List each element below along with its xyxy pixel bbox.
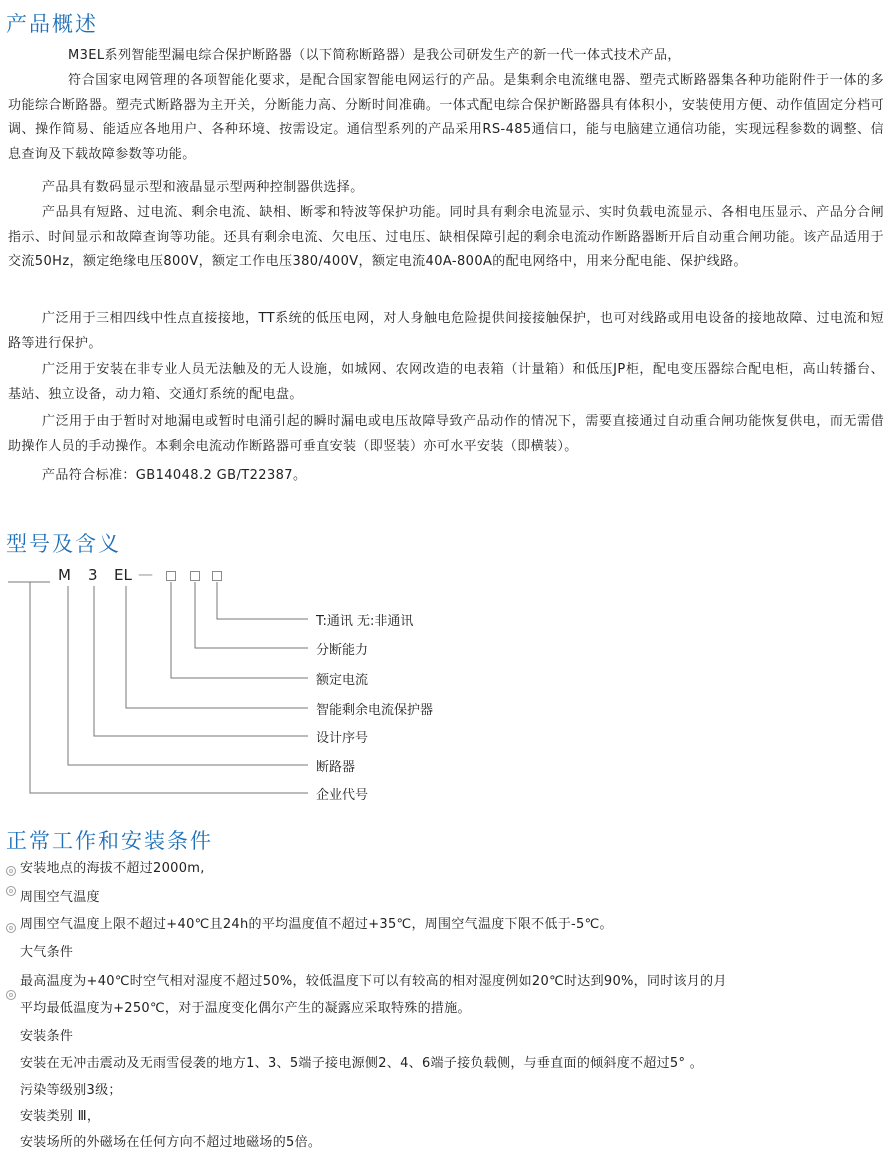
- condition-humidity-line-2: 平均最低温度为+250℃，对于温度变化偶尔产生的凝露应采取特殊的措施。: [20, 1001, 471, 1016]
- code-box-3: [212, 571, 222, 581]
- condition-pollution: 污染等级别3级；: [20, 1083, 122, 1098]
- condition-install: 安装在无冲击震动及无雨雪侵袭的地方1、3、5端子接电源侧2、4、6端子接负载侧，与垂直面的倾斜度不超过5° 。: [20, 1056, 704, 1071]
- overview-paragraph-7: 广泛用于由于暂时对地漏电或暂时电涌引起的瞬时漏电或电压故障导致产品动作的情况下，需要直接通过自动重合闸功能恢复供电，而无需借助操作人员的手动操作。本剩余电流动作断路器可垂直安装（即竖装）亦可水平安装（即横装）。: [8, 414, 884, 454]
- condition-install-heading: 安装条件: [20, 1029, 74, 1044]
- code-3: 3: [88, 566, 98, 584]
- overview-paragraph-1: M3EL系列智能型漏电综合保护断路器（以下简称断路器）是我公司研发生产的新一代一体式技术产品，: [68, 48, 681, 63]
- leader-line-rated-current: [171, 582, 308, 678]
- label-rated-current: 额定电流: [316, 673, 369, 688]
- condition-category: 安装类别 Ⅲ，: [20, 1109, 101, 1124]
- code-box-1: [166, 571, 176, 581]
- condition-altitude: 安装地点的海拔不超过2000m,: [20, 861, 205, 876]
- leader-line-breaker: [68, 586, 308, 765]
- leader-line-comm: [217, 582, 308, 619]
- leader-line-breaking-capacity: [195, 582, 308, 648]
- overview-paragraph-6: 广泛用于安装在非专业人员无法触及的无人设施，如城网、农网改造的电表箱（计量箱）和低压JP柜，配电变压器综合配电柜，高山转播台、基站、独立设备，动力箱、交通灯系统的配电盘。: [8, 362, 884, 402]
- bullet-icon: [6, 866, 16, 876]
- label-breaker: 断路器: [316, 760, 356, 775]
- code-el: EL: [114, 566, 132, 584]
- label-comm: T:通讯 无:非通讯: [316, 614, 414, 629]
- conditions-title: 正常工作和安装条件: [6, 829, 213, 853]
- label-enterprise: 企业代号: [316, 788, 369, 803]
- model-designation-diagram: [0, 560, 890, 810]
- condition-ambient-temp-heading: 周围空气温度: [20, 890, 100, 905]
- code-dash: —: [138, 565, 153, 583]
- label-breaking-capacity: 分断能力: [316, 643, 369, 658]
- leader-line-enterprise: [30, 582, 308, 793]
- overview-paragraph-5: 广泛用于三相四线中性点直接接地，TT系统的低压电网，对人身触电危险提供间接接触保护，也可对线路或用电设备的接地故障、过电流和短路等进行保护。: [8, 311, 884, 351]
- condition-humidity-line-1: 最高温度为+40℃时空气相对湿度不超过50%，较低温度下可以有较高的相对湿度例如20℃时达到90%，同时该月的月: [20, 974, 727, 989]
- condition-magnetic: 安装场所的外磁场在任何方向不超过地磁场的5倍。: [20, 1135, 322, 1150]
- bullet-icon: [6, 886, 16, 896]
- bullet-icon: [6, 923, 16, 933]
- overview-paragraph-3: 产品具有数码显示型和液晶显示型两种控制器供选择。: [42, 180, 364, 195]
- condition-atmosphere-heading: 大气条件: [20, 945, 74, 960]
- condition-ambient-temp: 周围空气温度上限不超过+40℃且24h的平均温度值不超过+35℃，周围空气温度下限不低于-5℃。: [20, 917, 613, 932]
- label-smart-rcd: 智能剩余电流保护器: [316, 703, 434, 718]
- code-box-2: [190, 571, 200, 581]
- designation-lines: [0, 560, 890, 810]
- label-design-seq: 设计序号: [316, 731, 369, 746]
- overview-paragraph-4: 产品具有短路、过电流、剩余电流、缺相、断零和特波等保护功能。同时具有剩余电流显示、实时负载电流显示、各相电压显示、产品分合闸指示、时间显示和故障查询等功能。还具有剩余电流、欠电压、过电压、缺相保障引起的剩余电流动作断路器断开后自动重合闸功能。该产品适用于交流50Hz，额定绝缘电压800V，额定工作电压380/400V，额定电流40A-800A的配电网络中，用来分配电能、保护线路。: [8, 205, 884, 269]
- overview-title: 产品概述: [6, 12, 98, 36]
- overview-paragraph-2: 符合国家电网管理的各项智能化要求，是配合国家智能电网运行的产品。是集剩余电流继电器、塑壳式断路器集各种功能附件于一体的多功能综合断路器。塑壳式断路器为主开关，分断能力高、分断时间准确。一体式配电综合保护断路器具有体积小，安装使用方便、动作值固定分档可调、操作简易、能适应各地用户、各种环境、按需设定。通信型系列的产品采用RS-485通信口，能与电脑建立通信功能，实现远程参数的调整、信息查询及下载故障参数等功能。: [8, 73, 884, 162]
- code-m: M: [58, 566, 71, 584]
- bullet-icon: [6, 990, 16, 1000]
- overview-standards: 产品符合标准：GB14048.2 GB/T22387。: [42, 468, 307, 483]
- model-title: 型号及含义: [6, 532, 121, 556]
